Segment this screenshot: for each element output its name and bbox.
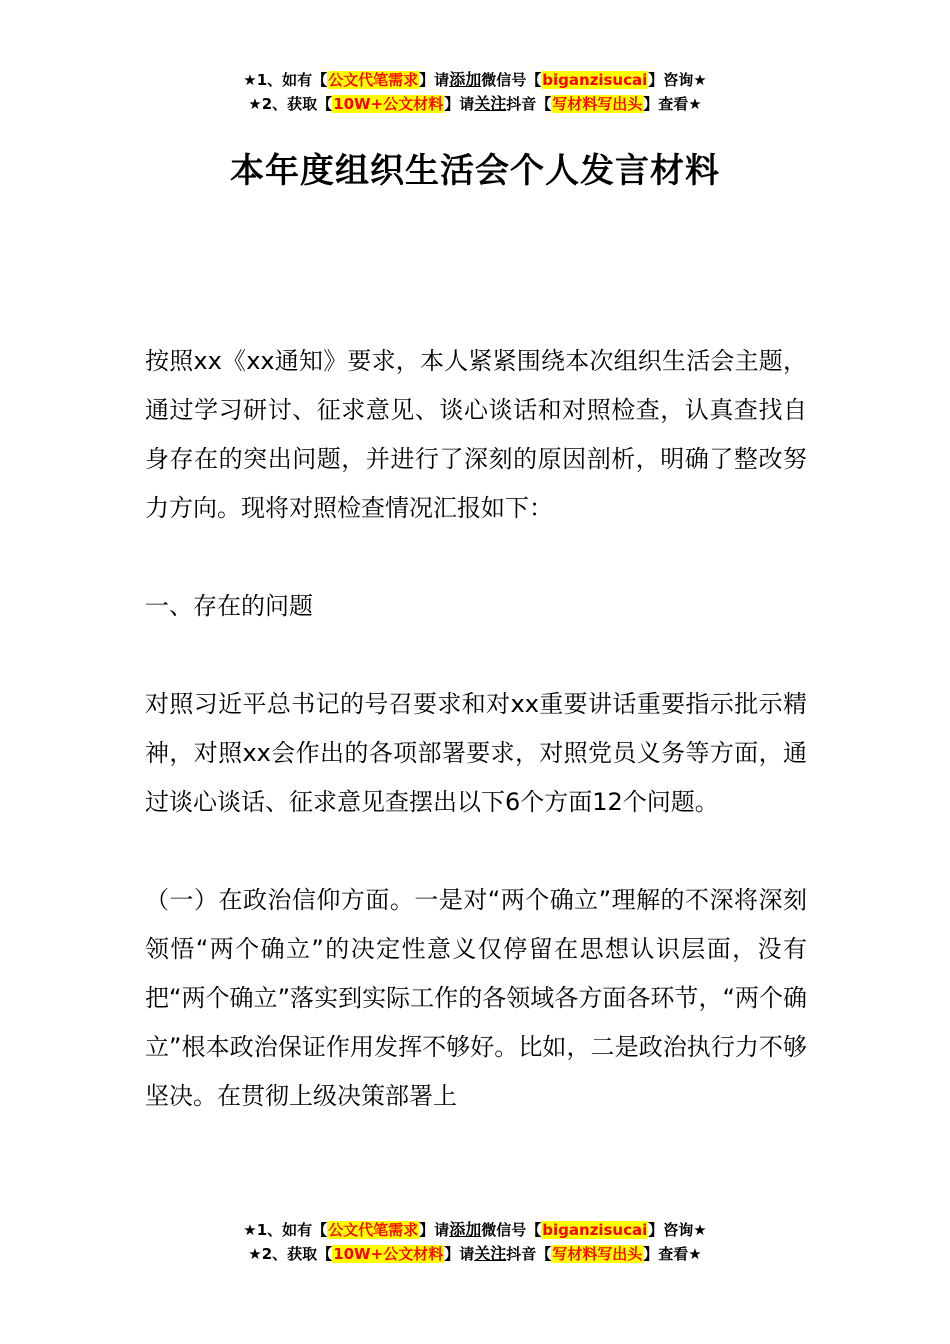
promo-douyin-account: 写材料写出头 [552,95,643,113]
promo-text: 】请 [419,1221,450,1239]
section-heading-problems: 一、存在的问题 [145,592,313,620]
promo-douyin-account: 写材料写出头 [552,1245,643,1263]
promo-text: 】查看★ [643,1245,702,1263]
promo-text: 】查看★ [643,95,702,113]
promo-text: ★2、获取【 [248,1245,333,1263]
promo-text: ★1、如有【 [243,1221,328,1239]
promo-text: 微信号【 [481,71,542,89]
promo-emphasis: 添加 [449,70,482,89]
body-paragraph-political-belief: （一）在政治信仰方面。一是对“两个确立”理解的不深将深刻领悟“两个确立”的决定性意义仅停留在思想认识层面，没有把“两个确立”落实到实际工作的各领域各方面各环节，“两个确立”根本政治保证作用发挥不够好。比如，二是政治执行力不够坚决。在贯彻上级决策部署上 [145,886,807,1110]
promo-highlight: 10W+公文材料 [333,95,444,113]
promo-text: 】请 [419,71,450,89]
body-paragraph-overview: 对照习近平总书记的号召要求和对xx重要讲话重要指示批示精神，对照xx会作出的各项部署要求，对照党员义务等方面，通过谈心谈话、征求意见查摆出以下6个方面12个问题。 [145,690,807,816]
promo-text: 微信号【 [481,1221,542,1239]
promo-text: 】咨询★ [648,71,707,89]
promo-emphasis: 关注 [474,1244,507,1263]
document-title: 本年度组织生活会个人发言材料 [230,151,720,191]
promo-text: 抖音【 [506,1245,552,1263]
promo-text: ★1、如有【 [243,71,328,89]
promo-line-2 [0,92,950,116]
promo-emphasis: 添加 [449,1220,482,1239]
top-promo-banner [0,68,950,116]
promo-highlight: 公文代笔需求 [328,1221,419,1239]
document-body [145,337,807,1170]
body-paragraph-intro: 按照xx《xx通知》要求，本人紧紧围绕本次组织生活会主题，通过学习研讨、征求意见、谈心谈话和对照检查，认真查找自身存在的突出问题，并进行了深刻的原因剖析，明确了整改努力方向。现将对照检查情况汇报如下： [145,347,807,522]
promo-text: ★2、获取【 [248,95,333,113]
promo-text: 】请 [444,1245,475,1263]
promo-highlight: 公文代笔需求 [328,71,419,89]
promo-text: 抖音【 [506,95,552,113]
promo-wechat-id: biganzisucai [542,71,648,89]
promo-highlight: 10W+公文材料 [333,1245,444,1263]
bottom-promo-banner [0,1218,950,1266]
promo-line-1 [0,1218,950,1242]
promo-emphasis: 关注 [474,94,507,113]
promo-text: 】咨询★ [648,1221,707,1239]
promo-line-1 [0,68,950,92]
promo-wechat-id: biganzisucai [542,1221,648,1239]
promo-line-2 [0,1242,950,1266]
promo-text: 】请 [444,95,475,113]
